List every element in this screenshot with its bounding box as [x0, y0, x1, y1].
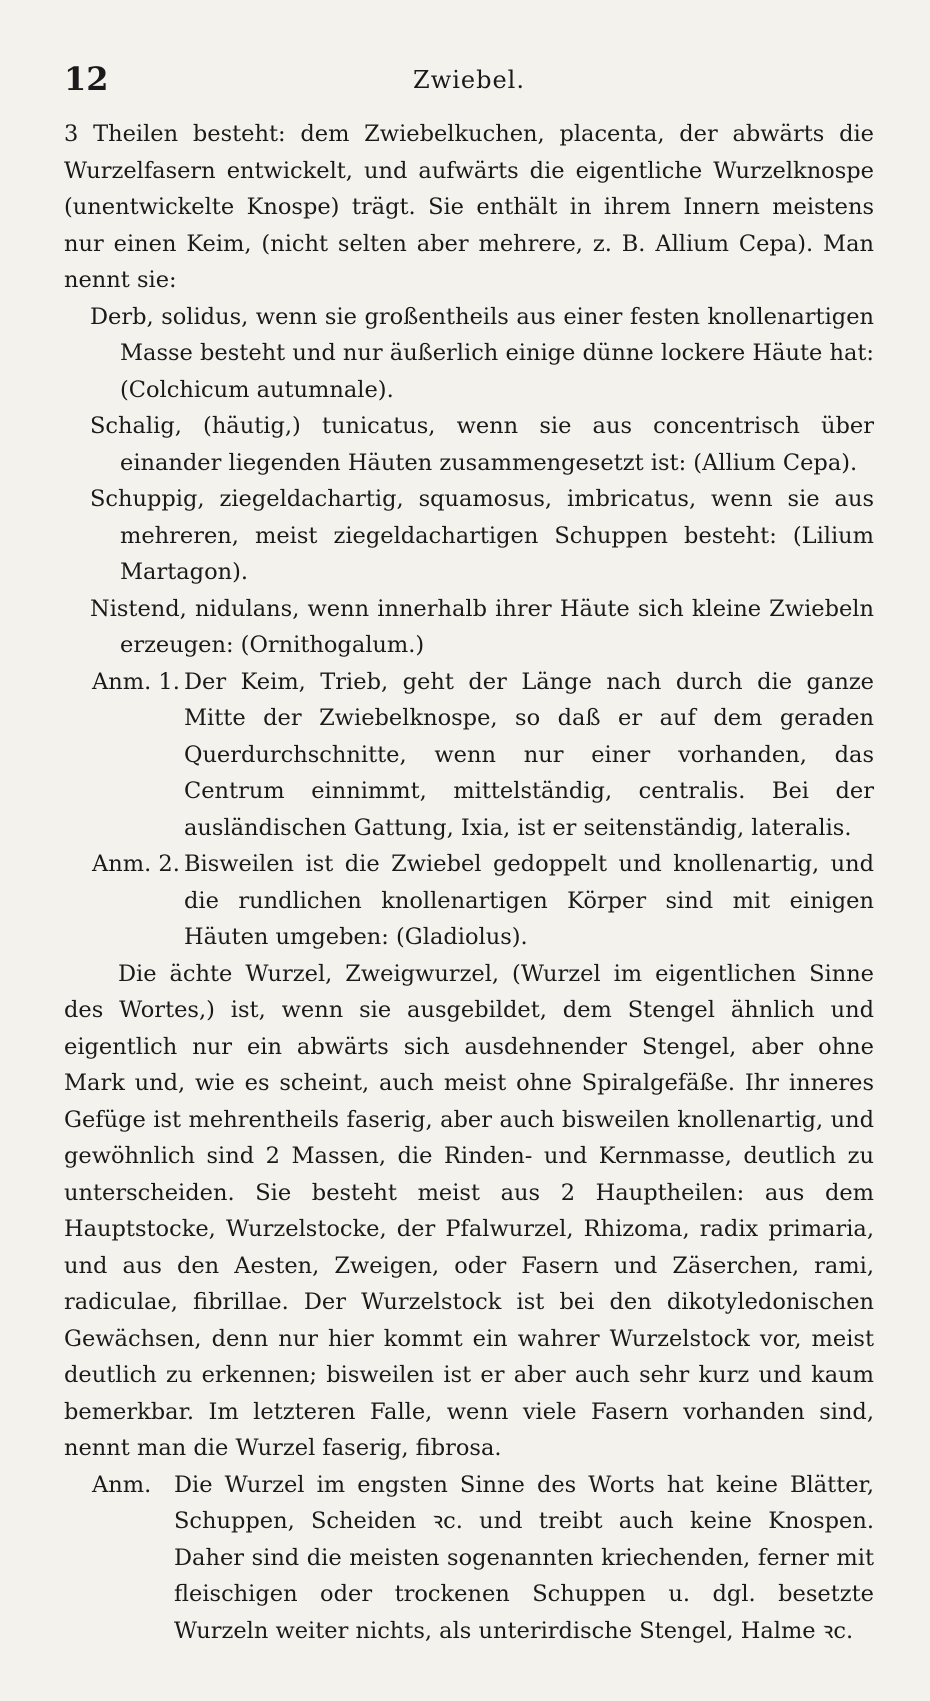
remark-label: Anm.: [92, 1471, 152, 1498]
note-1-label: Anm. 1.: [92, 668, 180, 695]
running-head: Zwiebel.: [413, 66, 525, 94]
entry-schalig: Schalig, (häutig,) tunicatus, wenn sie aus concentrisch über einander liegenden Häuten zusammengesetzt ist: (Allium Cepa).: [90, 413, 874, 476]
body-text: [64, 116, 874, 1649]
remark-note: [64, 1467, 874, 1650]
entry-derb: Derb, solidus, wenn sie großentheils aus einer festen knollenartigen Masse besteht und nur äußerlich einige dünne lockere Häute hat: (Colchicum autumnale).: [90, 303, 874, 403]
page-header: [64, 60, 874, 102]
note-2-text: Bisweilen ist die Zwiebel gedoppelt und knollenartig, und die rundlichen knollenartigen Körper sind mit einigen Häuten umgeben: (Gladiolus).: [184, 851, 874, 950]
entry-schuppig: Schuppig, ziegeldachartig, squamosus, imbricatus, wenn sie aus mehreren, meist ziegeldachartigen Schuppen besteht: (Lilium Martagon).: [90, 486, 874, 585]
entry-nistend: Nistend, nidulans, wenn innerhalb ihrer Häute sich kleine Zwiebeln erzeugen: (Ornithogalum.): [90, 595, 874, 658]
remark-text: Die Wurzel im engsten Sinne des Worts hat keine Blätter, Schuppen, Scheiden ꝛc. und treibt auch keine Knospen. Daher sind die meisten sogenannten kriechenden, ferner mit fleischigen oder trockenen Schuppen u. dgl. besetzte Wurzeln weiter nichts, als unterirdische Stengel, Halme ꝛc.: [174, 1471, 874, 1644]
note-2-label: Anm. 2.: [92, 851, 180, 877]
intro-paragraph: 3 Theilen besteht: dem Zwiebelkuchen, placenta, der abwärts die Wurzelfasern entwickelt, und aufwärts die eigentliche Wurzelknospe (unentwickelte Knospe) trägt. Sie enthält in ihrem Innern meistens nur einen Keim, (nicht selten aber mehrere, z. B. Allium Cepa). Man nennt sie:: [64, 121, 874, 293]
page-number: 12: [64, 60, 109, 98]
note-2: [64, 846, 874, 956]
main-paragraph: Die ächte Wurzel, Zweigwurzel, (Wurzel im eigentlichen Sinne des Wortes,) ist, wenn sie ausgebildet, dem Stengel ähnlich und eigentlich nur ein abwärts sich ausdehnender Stengel, aber ohne Mark und, wie es scheint, auch meist ohne Spiralgefäße. Ihr inneres Gefüge ist mehrentheils faserig, aber auch bisweilen knollenartig, und gewöhnlich sind 2 Massen, die Rinden- und Kernmasse, deutlich zu unterscheiden. Sie besteht meist aus 2 Hauptheilen: aus dem Hauptstocke, Wurzelstocke, der Pfalwurzel, Rhizoma, radix primaria, und aus den Aesten, Zweigen, oder Fasern und Zäserchen, rami, radiculae, fibrillae. Der Wurzelstock ist bei den dikotyledonischen Gewächsen, denn nur hier kommt ein wahrer Wurzelstock vor, meist deutlich zu erkennen; bisweilen ist er aber auch sehr kurz und kaum bemerkbar. Im letzteren Falle, wenn viele Fasern vorhanden sind, nennt man die Wurzel faserig, fibrosa.: [64, 960, 874, 1461]
note-1: [64, 664, 874, 847]
note-1-text: Der Keim, Trieb, geht der Länge nach durch die ganze Mitte der Zwiebelknospe, so daß er auf dem geraden Querdurchschnitte, wenn nur einer vorhanden, das Centrum einnimmt, mittelständig, centralis. Bei der ausländischen Gattung, Ixia, ist er seitenständig, lateralis.: [184, 668, 874, 841]
